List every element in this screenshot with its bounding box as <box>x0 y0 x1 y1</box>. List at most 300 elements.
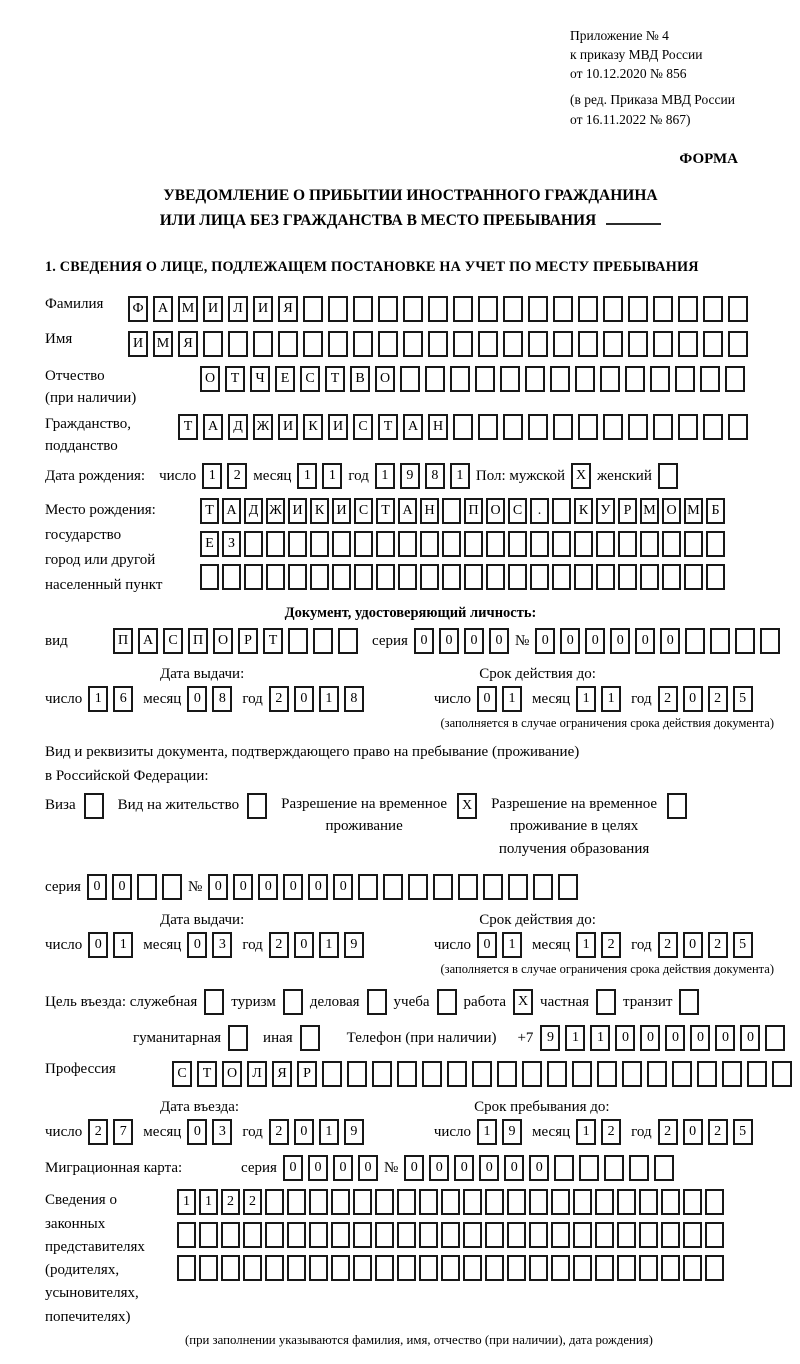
char-cell[interactable] <box>283 989 303 1015</box>
char-cell[interactable]: П <box>113 628 133 654</box>
char-cell[interactable]: Р <box>297 1061 317 1087</box>
char-cell[interactable] <box>700 366 720 392</box>
char-cell[interactable] <box>547 1061 567 1087</box>
char-cell[interactable] <box>747 1061 767 1087</box>
char-cell[interactable] <box>353 1255 372 1281</box>
char-cell[interactable] <box>678 296 698 322</box>
char-cell[interactable]: 0 <box>635 628 655 654</box>
permit-issue-year-cells[interactable] <box>269 932 364 958</box>
char-cell[interactable]: 1 <box>319 932 339 958</box>
char-cell[interactable]: 0 <box>187 1119 207 1145</box>
char-cell[interactable]: У <box>596 498 615 524</box>
char-cell[interactable]: 2 <box>658 1119 678 1145</box>
char-cell[interactable] <box>725 366 745 392</box>
char-cell[interactable] <box>528 296 548 322</box>
char-cell[interactable] <box>464 531 483 557</box>
char-cell[interactable]: 1 <box>450 463 470 489</box>
char-cell[interactable]: 0 <box>258 874 278 900</box>
char-cell[interactable]: 0 <box>283 1155 303 1181</box>
char-cell[interactable] <box>353 1222 372 1248</box>
char-cell[interactable]: 0 <box>88 932 108 958</box>
char-cell[interactable] <box>596 989 616 1015</box>
char-cell[interactable] <box>287 1255 306 1281</box>
purpose-work-checkbox[interactable] <box>513 989 533 1015</box>
char-cell[interactable] <box>200 564 219 590</box>
char-cell[interactable] <box>222 564 241 590</box>
char-cell[interactable]: 1 <box>576 1119 596 1145</box>
char-cell[interactable] <box>650 366 670 392</box>
char-cell[interactable]: Т <box>225 366 245 392</box>
char-cell[interactable] <box>331 1222 350 1248</box>
char-cell[interactable]: 0 <box>640 1025 660 1051</box>
char-cell[interactable] <box>728 414 748 440</box>
char-cell[interactable] <box>358 874 378 900</box>
char-cell[interactable] <box>578 331 598 357</box>
char-cell[interactable]: Т <box>197 1061 217 1087</box>
char-cell[interactable]: 5 <box>733 932 753 958</box>
char-cell[interactable]: 0 <box>740 1025 760 1051</box>
char-cell[interactable]: 1 <box>601 686 621 712</box>
doc-series-cells[interactable] <box>414 628 509 654</box>
char-cell[interactable]: 2 <box>269 686 289 712</box>
char-cell[interactable]: Т <box>376 498 395 524</box>
char-cell[interactable]: 1 <box>319 686 339 712</box>
char-cell[interactable]: 2 <box>269 1119 289 1145</box>
char-cell[interactable] <box>706 531 725 557</box>
char-cell[interactable] <box>266 564 285 590</box>
char-cell[interactable] <box>574 564 593 590</box>
char-cell[interactable] <box>595 1255 614 1281</box>
char-cell[interactable]: X <box>513 989 533 1015</box>
char-cell[interactable] <box>703 414 723 440</box>
char-cell[interactable] <box>199 1222 218 1248</box>
name-cells[interactable] <box>128 331 748 357</box>
char-cell[interactable] <box>683 1255 702 1281</box>
char-cell[interactable]: 2 <box>658 932 678 958</box>
char-cell[interactable]: 0 <box>414 628 434 654</box>
char-cell[interactable] <box>243 1255 262 1281</box>
char-cell[interactable] <box>243 1222 262 1248</box>
char-cell[interactable] <box>266 531 285 557</box>
char-cell[interactable] <box>647 1061 667 1087</box>
char-cell[interactable]: 0 <box>404 1155 424 1181</box>
char-cell[interactable]: 0 <box>479 1155 499 1181</box>
char-cell[interactable] <box>287 1222 306 1248</box>
char-cell[interactable] <box>672 1061 692 1087</box>
birthplace-cells-row3[interactable] <box>200 564 725 590</box>
char-cell[interactable]: 2 <box>243 1189 262 1215</box>
char-cell[interactable] <box>397 1222 416 1248</box>
char-cell[interactable] <box>309 1255 328 1281</box>
char-cell[interactable] <box>322 1061 342 1087</box>
char-cell[interactable] <box>204 989 224 1015</box>
char-cell[interactable] <box>553 414 573 440</box>
char-cell[interactable] <box>760 628 780 654</box>
doc-issue-year-cells[interactable] <box>269 686 364 712</box>
char-cell[interactable] <box>199 1255 218 1281</box>
char-cell[interactable]: 0 <box>87 874 107 900</box>
char-cell[interactable] <box>375 1255 394 1281</box>
purpose-other-checkbox[interactable] <box>300 1025 320 1051</box>
char-cell[interactable] <box>625 366 645 392</box>
char-cell[interactable] <box>684 531 703 557</box>
char-cell[interactable]: Т <box>200 498 219 524</box>
char-cell[interactable] <box>376 531 395 557</box>
char-cell[interactable] <box>353 1189 372 1215</box>
char-cell[interactable]: М <box>684 498 703 524</box>
char-cell[interactable]: 0 <box>294 686 314 712</box>
char-cell[interactable] <box>177 1255 196 1281</box>
char-cell[interactable] <box>354 564 373 590</box>
char-cell[interactable]: 0 <box>489 628 509 654</box>
doc-type-cells[interactable] <box>113 628 358 654</box>
char-cell[interactable] <box>331 1189 350 1215</box>
char-cell[interactable] <box>703 331 723 357</box>
char-cell[interactable]: 1 <box>322 463 342 489</box>
char-cell[interactable] <box>735 628 755 654</box>
birth-day-cells[interactable] <box>202 463 247 489</box>
char-cell[interactable]: Н <box>428 414 448 440</box>
char-cell[interactable]: Л <box>247 1061 267 1087</box>
char-cell[interactable]: 0 <box>660 628 680 654</box>
char-cell[interactable]: З <box>222 531 241 557</box>
purpose-transit-checkbox[interactable] <box>679 989 699 1015</box>
doc-valid-day-cells[interactable] <box>477 686 522 712</box>
char-cell[interactable] <box>703 296 723 322</box>
stay-year-cells[interactable] <box>658 1119 753 1145</box>
char-cell[interactable]: 0 <box>308 874 328 900</box>
char-cell[interactable]: О <box>662 498 681 524</box>
char-cell[interactable] <box>500 366 520 392</box>
char-cell[interactable] <box>419 1189 438 1215</box>
char-cell[interactable]: 2 <box>227 463 247 489</box>
char-cell[interactable] <box>303 296 323 322</box>
char-cell[interactable]: Р <box>238 628 258 654</box>
char-cell[interactable]: . <box>530 498 549 524</box>
char-cell[interactable]: 0 <box>333 874 353 900</box>
char-cell[interactable]: 3 <box>212 1119 232 1145</box>
char-cell[interactable]: 0 <box>187 932 207 958</box>
char-cell[interactable] <box>578 414 598 440</box>
char-cell[interactable] <box>338 628 358 654</box>
char-cell[interactable]: И <box>203 296 223 322</box>
char-cell[interactable]: 5 <box>733 1119 753 1145</box>
representatives-cells-row1[interactable] <box>177 1189 724 1215</box>
char-cell[interactable] <box>453 296 473 322</box>
char-cell[interactable] <box>475 366 495 392</box>
char-cell[interactable] <box>640 564 659 590</box>
char-cell[interactable] <box>408 874 428 900</box>
char-cell[interactable] <box>705 1222 724 1248</box>
char-cell[interactable] <box>310 564 329 590</box>
char-cell[interactable]: Я <box>272 1061 292 1087</box>
purpose-official-checkbox[interactable] <box>204 989 224 1015</box>
birthplace-cells-row1[interactable] <box>200 498 725 524</box>
char-cell[interactable] <box>617 1222 636 1248</box>
char-cell[interactable]: 1 <box>565 1025 585 1051</box>
char-cell[interactable]: 1 <box>202 463 222 489</box>
char-cell[interactable]: 1 <box>502 932 522 958</box>
char-cell[interactable]: 1 <box>477 1119 497 1145</box>
char-cell[interactable] <box>287 1189 306 1215</box>
char-cell[interactable] <box>437 989 457 1015</box>
char-cell[interactable] <box>573 1255 592 1281</box>
char-cell[interactable]: 2 <box>221 1189 240 1215</box>
char-cell[interactable] <box>228 331 248 357</box>
purpose-private-checkbox[interactable] <box>596 989 616 1015</box>
char-cell[interactable]: 0 <box>504 1155 524 1181</box>
char-cell[interactable] <box>573 1189 592 1215</box>
char-cell[interactable]: 2 <box>601 1119 621 1145</box>
profession-cells[interactable] <box>172 1061 792 1087</box>
char-cell[interactable] <box>684 564 703 590</box>
char-cell[interactable]: 1 <box>319 1119 339 1145</box>
char-cell[interactable] <box>253 331 273 357</box>
char-cell[interactable]: О <box>200 366 220 392</box>
visa-checkbox[interactable] <box>84 793 104 819</box>
char-cell[interactable]: О <box>213 628 233 654</box>
char-cell[interactable] <box>137 874 157 900</box>
char-cell[interactable]: 1 <box>576 932 596 958</box>
char-cell[interactable] <box>705 1189 724 1215</box>
char-cell[interactable] <box>375 1189 394 1215</box>
char-cell[interactable] <box>353 296 373 322</box>
char-cell[interactable] <box>403 296 423 322</box>
char-cell[interactable] <box>442 498 461 524</box>
char-cell[interactable] <box>528 414 548 440</box>
char-cell[interactable]: Р <box>618 498 637 524</box>
char-cell[interactable] <box>661 1189 680 1215</box>
char-cell[interactable]: 0 <box>208 874 228 900</box>
char-cell[interactable]: 0 <box>358 1155 378 1181</box>
char-cell[interactable] <box>705 1255 724 1281</box>
char-cell[interactable]: К <box>310 498 329 524</box>
char-cell[interactable]: 0 <box>610 628 630 654</box>
char-cell[interactable]: Е <box>275 366 295 392</box>
char-cell[interactable] <box>228 1025 248 1051</box>
char-cell[interactable] <box>265 1255 284 1281</box>
sex-male-checkbox[interactable] <box>571 463 591 489</box>
char-cell[interactable]: 9 <box>344 932 364 958</box>
char-cell[interactable]: М <box>153 331 173 357</box>
permit-valid-day-cells[interactable] <box>477 932 522 958</box>
char-cell[interactable]: Л <box>228 296 248 322</box>
char-cell[interactable] <box>485 1255 504 1281</box>
char-cell[interactable] <box>453 331 473 357</box>
char-cell[interactable] <box>765 1025 785 1051</box>
representatives-cells-row3[interactable] <box>177 1255 724 1281</box>
char-cell[interactable] <box>162 874 182 900</box>
char-cell[interactable]: 9 <box>344 1119 364 1145</box>
char-cell[interactable]: 0 <box>454 1155 474 1181</box>
char-cell[interactable]: А <box>403 414 423 440</box>
char-cell[interactable]: 0 <box>112 874 132 900</box>
char-cell[interactable]: Т <box>378 414 398 440</box>
representatives-cells-row2[interactable] <box>177 1222 724 1248</box>
char-cell[interactable]: 2 <box>269 932 289 958</box>
char-cell[interactable]: 1 <box>590 1025 610 1051</box>
surname-cells[interactable] <box>128 296 748 322</box>
entry-year-cells[interactable] <box>269 1119 364 1145</box>
char-cell[interactable] <box>442 564 461 590</box>
char-cell[interactable] <box>375 1222 394 1248</box>
char-cell[interactable]: Б <box>706 498 725 524</box>
char-cell[interactable] <box>529 1189 548 1215</box>
char-cell[interactable] <box>604 1155 624 1181</box>
char-cell[interactable]: А <box>153 296 173 322</box>
char-cell[interactable]: 1 <box>297 463 317 489</box>
char-cell[interactable] <box>522 1061 542 1087</box>
char-cell[interactable] <box>679 989 699 1015</box>
doc-issue-day-cells[interactable] <box>88 686 133 712</box>
entry-day-cells[interactable] <box>88 1119 133 1145</box>
char-cell[interactable]: 0 <box>308 1155 328 1181</box>
char-cell[interactable] <box>485 1222 504 1248</box>
char-cell[interactable] <box>486 531 505 557</box>
char-cell[interactable]: 0 <box>615 1025 635 1051</box>
char-cell[interactable] <box>573 1222 592 1248</box>
char-cell[interactable]: 0 <box>283 874 303 900</box>
char-cell[interactable]: 2 <box>601 932 621 958</box>
char-cell[interactable] <box>622 1061 642 1087</box>
doc-issue-month-cells[interactable] <box>187 686 232 712</box>
stay-month-cells[interactable] <box>576 1119 621 1145</box>
char-cell[interactable] <box>367 989 387 1015</box>
permit-valid-year-cells[interactable] <box>658 932 753 958</box>
char-cell[interactable]: 0 <box>529 1155 549 1181</box>
char-cell[interactable]: 6 <box>113 686 133 712</box>
char-cell[interactable]: 0 <box>294 932 314 958</box>
char-cell[interactable]: 9 <box>400 463 420 489</box>
phone-cells[interactable] <box>540 1025 785 1051</box>
char-cell[interactable] <box>463 1255 482 1281</box>
char-cell[interactable] <box>578 296 598 322</box>
char-cell[interactable]: 0 <box>294 1119 314 1145</box>
char-cell[interactable]: О <box>222 1061 242 1087</box>
char-cell[interactable] <box>503 331 523 357</box>
char-cell[interactable] <box>450 366 470 392</box>
char-cell[interactable] <box>553 331 573 357</box>
char-cell[interactable] <box>398 564 417 590</box>
char-cell[interactable] <box>551 1255 570 1281</box>
temp-residence-checkbox[interactable] <box>457 793 477 819</box>
char-cell[interactable]: А <box>398 498 417 524</box>
char-cell[interactable] <box>728 296 748 322</box>
char-cell[interactable] <box>706 564 725 590</box>
permit-issue-day-cells[interactable] <box>88 932 133 958</box>
char-cell[interactable]: 2 <box>88 1119 108 1145</box>
permit-series-cells[interactable] <box>87 874 182 900</box>
char-cell[interactable] <box>309 1189 328 1215</box>
char-cell[interactable]: 0 <box>535 628 555 654</box>
char-cell[interactable] <box>464 564 483 590</box>
char-cell[interactable] <box>553 296 573 322</box>
purpose-tourism-checkbox[interactable] <box>283 989 303 1015</box>
char-cell[interactable] <box>661 1222 680 1248</box>
char-cell[interactable]: Н <box>420 498 439 524</box>
char-cell[interactable] <box>558 874 578 900</box>
birth-month-cells[interactable] <box>297 463 342 489</box>
char-cell[interactable] <box>441 1255 460 1281</box>
char-cell[interactable] <box>353 331 373 357</box>
char-cell[interactable] <box>617 1255 636 1281</box>
char-cell[interactable]: 0 <box>187 686 207 712</box>
char-cell[interactable]: А <box>203 414 223 440</box>
char-cell[interactable] <box>603 331 623 357</box>
char-cell[interactable]: X <box>457 793 477 819</box>
char-cell[interactable] <box>653 296 673 322</box>
char-cell[interactable]: 1 <box>88 686 108 712</box>
char-cell[interactable]: 1 <box>576 686 596 712</box>
char-cell[interactable]: 5 <box>733 686 753 712</box>
char-cell[interactable]: Ж <box>266 498 285 524</box>
char-cell[interactable]: Т <box>325 366 345 392</box>
char-cell[interactable] <box>497 1061 517 1087</box>
char-cell[interactable] <box>662 564 681 590</box>
patronymic-cells[interactable] <box>200 366 745 392</box>
char-cell[interactable] <box>397 1061 417 1087</box>
char-cell[interactable] <box>433 874 453 900</box>
migration-number-cells[interactable] <box>404 1155 674 1181</box>
char-cell[interactable] <box>288 531 307 557</box>
char-cell[interactable]: И <box>278 414 298 440</box>
char-cell[interactable] <box>574 531 593 557</box>
char-cell[interactable] <box>683 1189 702 1215</box>
char-cell[interactable]: М <box>640 498 659 524</box>
char-cell[interactable] <box>552 564 571 590</box>
char-cell[interactable] <box>300 1025 320 1051</box>
char-cell[interactable]: 9 <box>540 1025 560 1051</box>
char-cell[interactable] <box>244 564 263 590</box>
char-cell[interactable] <box>397 1255 416 1281</box>
citizenship-cells[interactable] <box>178 414 748 440</box>
char-cell[interactable] <box>420 564 439 590</box>
char-cell[interactable] <box>528 331 548 357</box>
char-cell[interactable]: 0 <box>715 1025 735 1051</box>
char-cell[interactable] <box>595 1222 614 1248</box>
char-cell[interactable]: Я <box>278 296 298 322</box>
char-cell[interactable] <box>486 564 505 590</box>
char-cell[interactable] <box>428 296 448 322</box>
char-cell[interactable] <box>628 414 648 440</box>
char-cell[interactable]: 0 <box>683 932 703 958</box>
char-cell[interactable] <box>453 414 473 440</box>
char-cell[interactable]: П <box>188 628 208 654</box>
char-cell[interactable] <box>617 1189 636 1215</box>
char-cell[interactable] <box>328 296 348 322</box>
char-cell[interactable] <box>603 296 623 322</box>
char-cell[interactable] <box>507 1189 526 1215</box>
char-cell[interactable]: И <box>332 498 351 524</box>
char-cell[interactable]: 0 <box>690 1025 710 1051</box>
char-cell[interactable] <box>697 1061 717 1087</box>
char-cell[interactable]: X <box>571 463 591 489</box>
char-cell[interactable]: 1 <box>375 463 395 489</box>
char-cell[interactable]: Е <box>200 531 219 557</box>
char-cell[interactable] <box>441 1189 460 1215</box>
char-cell[interactable]: И <box>328 414 348 440</box>
char-cell[interactable] <box>603 414 623 440</box>
char-cell[interactable]: 3 <box>212 932 232 958</box>
char-cell[interactable]: 0 <box>683 1119 703 1145</box>
char-cell[interactable] <box>722 1061 742 1087</box>
char-cell[interactable] <box>441 1222 460 1248</box>
char-cell[interactable] <box>84 793 104 819</box>
char-cell[interactable]: Т <box>178 414 198 440</box>
char-cell[interactable] <box>654 1155 674 1181</box>
char-cell[interactable] <box>478 331 498 357</box>
char-cell[interactable] <box>728 331 748 357</box>
